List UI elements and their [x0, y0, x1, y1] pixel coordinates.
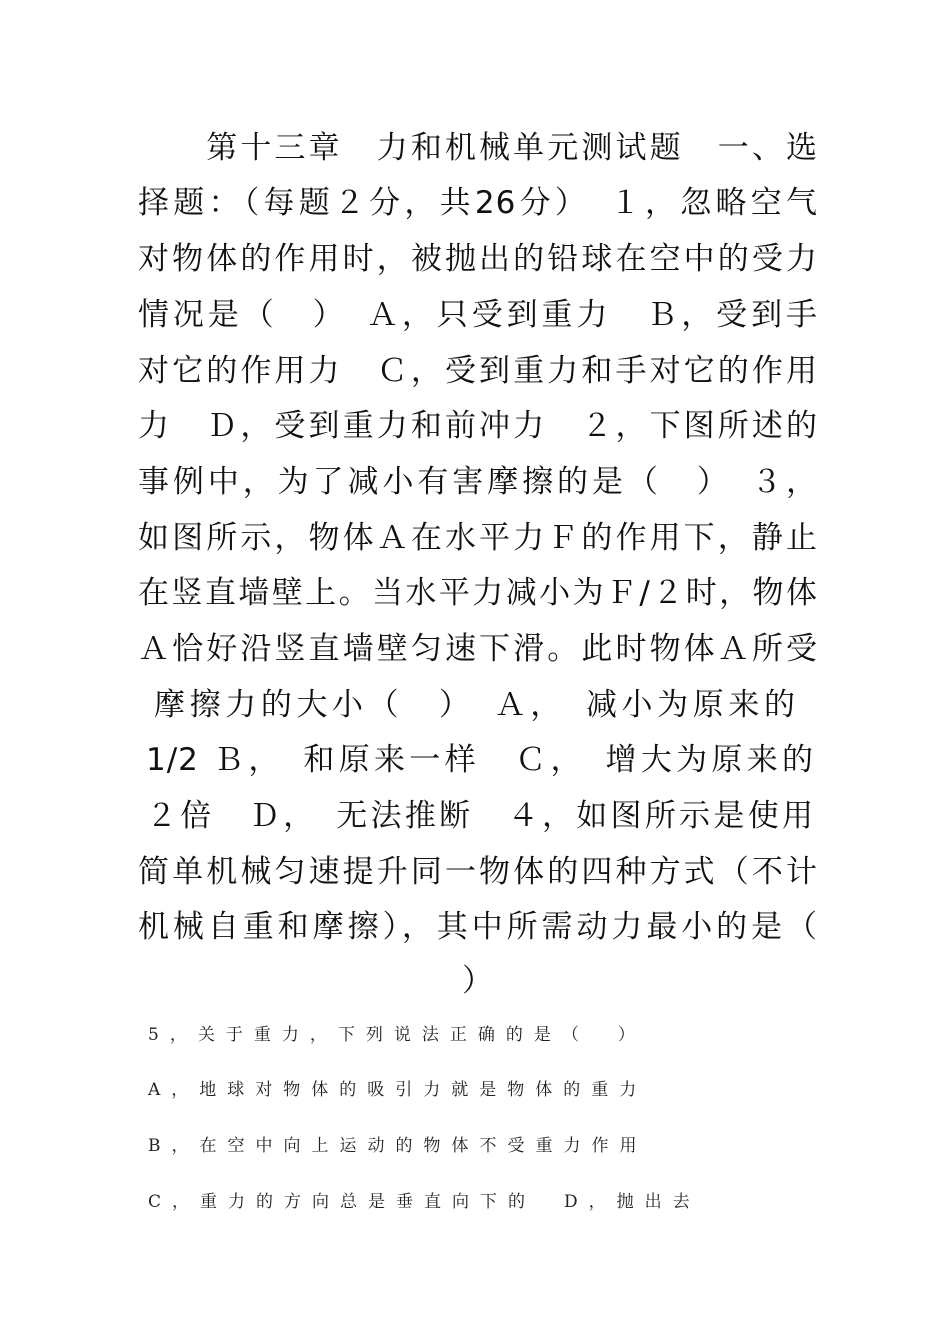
- text-line-1: 第十三章 力和机械单元测试题 一、选: [138, 130, 818, 166]
- option-b-line: B，在空中向上运动的物体不受重力作用: [148, 1136, 648, 1156]
- text-line-14: 简单机械匀速提升同一物体的四种方式（不计: [138, 854, 818, 890]
- text-line-5: 对它的作用力 Ｃ，受到重力和手对它的作用: [138, 353, 818, 389]
- text-line-15: 机械自重和摩擦），其中所需动力最小的是（: [138, 909, 818, 945]
- option-c-d-line: C，重力的方向总是垂直向下的 D，抛出去: [148, 1192, 701, 1212]
- text-line-6: 力 Ｄ，受到重力和前冲力 ２，下图所述的: [138, 408, 818, 444]
- text-line-12: 1/2 Ｂ， 和原来一样 Ｃ， 增大为原来的: [146, 742, 814, 778]
- text-line-2: 择题：（每题２分，共26分） １，忽略空气: [138, 185, 818, 221]
- text-line-4: 情况是（ ） Ａ，只受到重力 Ｂ，受到手: [138, 297, 818, 333]
- text-line-11: 摩擦力的大小（ ） Ａ， 减小为原来的: [154, 687, 796, 723]
- text-line-7: 事例中，为了减小有害摩擦的是（ ） ３，: [138, 464, 818, 500]
- text-line-8: 如图所示，物体Ａ在水平力Ｆ的作用下，静止: [138, 520, 818, 556]
- text-line-13: ２倍 Ｄ， 无法推断 ４，如图所示是使用: [146, 798, 814, 834]
- text-line-16: ）: [462, 963, 494, 999]
- text-line-9: 在竖直墙壁上。当水平力减小为Ｆ/２时，物体: [138, 575, 818, 611]
- question-5-line: 5，关于重力，下列说法正确的是（ ）: [148, 1025, 646, 1045]
- text-line-3: 对物体的作用时，被抛出的铅球在空中的受力: [138, 241, 818, 277]
- text-line-10: Ａ恰好沿竖直墙壁匀速下滑。此时物体Ａ所受: [138, 631, 818, 667]
- option-a-line: A，地球对物体的吸引力就是物体的重力: [148, 1080, 648, 1100]
